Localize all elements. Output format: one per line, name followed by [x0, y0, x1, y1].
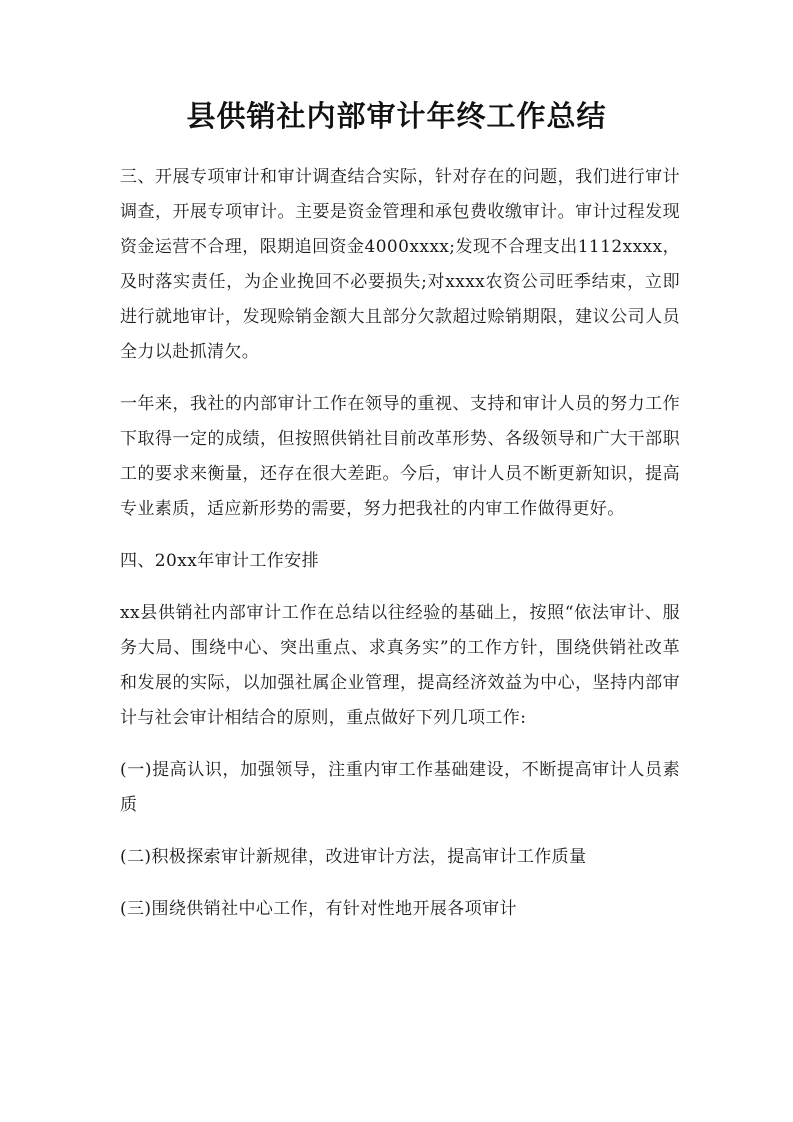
- list-item-2: (二)积极探索审计新规律，改进审计方法，提高审计工作质量: [120, 847, 587, 867]
- section-heading-work-plan: 四、20xx年审计工作安排: [120, 551, 320, 571]
- document-body: [120, 160, 680, 944]
- list-item-3: (三)围绕供销社中心工作，有针对性地开展各项审计: [120, 899, 517, 919]
- list-item-1: (一)提高认识，加强领导，注重内审工作基础建设，不断提高审计人员素质: [120, 760, 680, 815]
- paragraph-special-audit: 三、开展专项审计和审计调查结合实际，针对存在的问题，我们进行审计调查，开展专项审计。主要是资金管理和承包费收缴审计。审计过程发现资金运营不合理，限期追回资金4000xxxx;发现不合理支出1112xxxx，及时落实责任，为企业挽回不必要损失;对xxxx农资公司旺季结束，立即进行就地审计，发现赊销金额大且部分欠款超过赊销期限，建议公司人员全力以赴抓清欠。: [120, 167, 680, 362]
- paragraph-annual-summary: 一年来，我社的内部审计工作在领导的重视、支持和审计人员的努力工作下取得一定的成绩，但按照供销社目前改革形势、各级领导和广大干部职工的要求来衡量，还存在很大差距。今后，审计人员不断更新知识，提高专业素质，适应新形势的需要，努力把我社的内审工作做得更好。: [120, 394, 680, 519]
- document-title: 县供销社内部审计年终工作总结: [186, 99, 607, 133]
- paragraph-work-principles: xx县供销社内部审计工作在总结以往经验的基础上，按照“依法审计、服务大局、围绕中心、突出重点、求真务实”的工作方针，围绕供销社改革和发展的实际，以加强社属企业管理，提高经济效益为中心，坚持内部审计与社会审计相结合的原则，重点做好下列几项工作:: [120, 603, 680, 728]
